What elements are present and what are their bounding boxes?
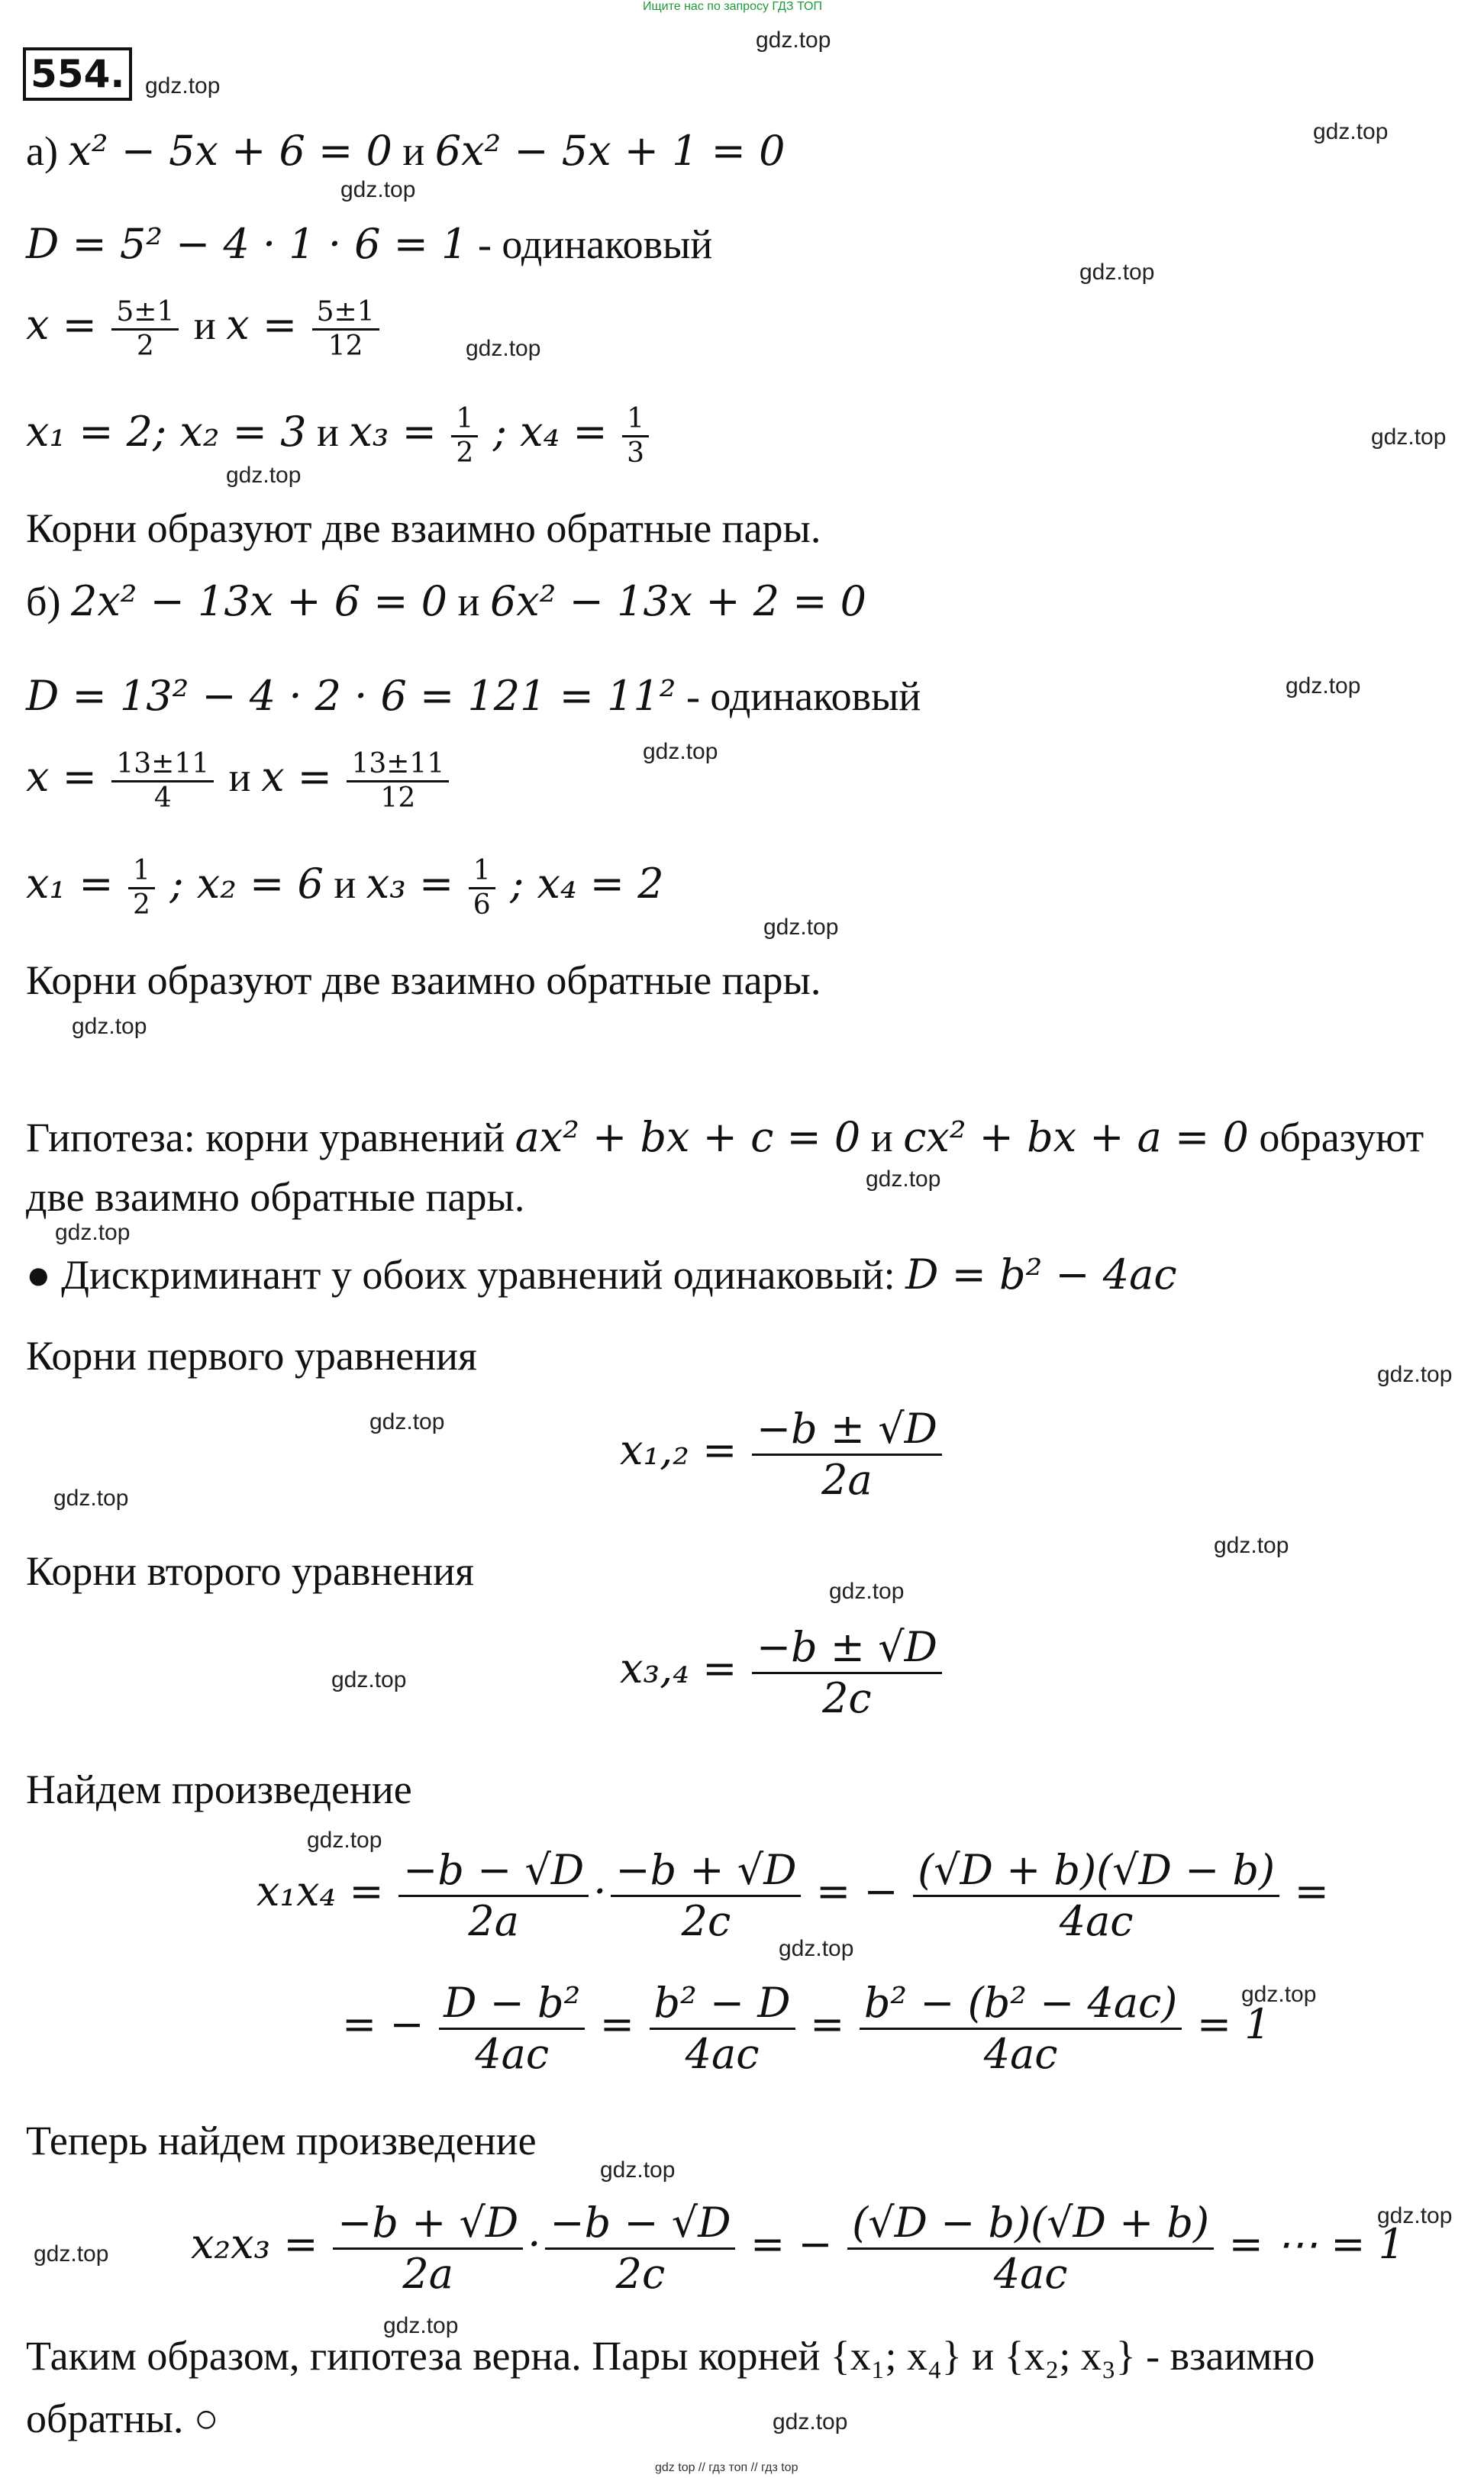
product1-line-1: x₁x₄ = $\frac{-b - √D}{2a}$ · $\frac{-b + √D}{2c}$ = − $\frac{(√D + b)(√D - b)}{4ac}$ = xyxy=(256,1846,1329,1945)
watermark: gdz.top xyxy=(55,1220,131,1245)
watermark: gdz.top xyxy=(866,1166,941,1192)
fraction: $\frac{\text{b² − (b² − 4ac)}}{4ac}$ xyxy=(860,1979,1182,2079)
fraction: $\frac{1}{2}$ xyxy=(451,403,478,469)
watermark: gdz.top xyxy=(756,27,831,53)
watermark: gdz.top xyxy=(72,1014,147,1039)
product2-line: x₂x₃ = $\frac{-b + √D}{2a}$ · $\frac{-b - √D}{2c}$ = − $\frac{(√D - b)(√D + b)}{4ac}$ = ⋯ = 1 xyxy=(191,2199,1405,2298)
fraction: $\frac{-b + √D}{2a}$ xyxy=(333,2199,523,2299)
watermark: gdz.top xyxy=(1313,119,1389,144)
watermark: gdz.top xyxy=(1214,1533,1289,1558)
watermark: gdz.top xyxy=(1371,424,1447,450)
discriminant-bullet: ● Дискриминант у обоих уравнений одинаковый: D = b² − 4ac xyxy=(26,1250,1177,1299)
watermark: gdz.top xyxy=(763,915,839,940)
watermark: gdz.top xyxy=(53,1486,129,1511)
fraction: $\frac{\text{b² − D}}{4ac}$ xyxy=(650,1979,795,2079)
watermark: gdz.top xyxy=(331,1667,407,1692)
watermark: gdz.top xyxy=(1377,2203,1453,2228)
watermark: gdz.top xyxy=(779,1936,854,1961)
watermark: gdz.top xyxy=(34,2241,109,2267)
fraction: $\frac{\text{D − b²}}{4ac}$ xyxy=(439,1979,585,2079)
final-line-2: обратны. ○ xyxy=(26,2396,219,2441)
watermark: gdz.top xyxy=(226,463,302,488)
footer-note: gdz top // гдз топ // гдз top xyxy=(655,2461,798,2474)
fraction: $\frac{-b - √D}{2a}$ xyxy=(398,1846,589,1946)
final-line-1: Таким образом, гипотеза верна. Пары корней {x₁; x₄} и {x₂; x₃} - взаимно xyxy=(26,2333,1315,2379)
watermark: gdz.top xyxy=(383,2313,459,2338)
part-a-discriminant: D = 5² − 4 · 1 · 6 = 1 - одинаковый xyxy=(26,220,713,268)
watermark: gdz.top xyxy=(1241,1982,1317,2007)
hypothesis-line-1: Гипотеза: корни уравнений ax² + bx + c = 0 и cx² + bx + a = 0 образуют xyxy=(26,1113,1424,1161)
roots-first-label: Корни первого уравнения xyxy=(26,1333,477,1379)
product2-label: Теперь найдем произведение xyxy=(26,2118,537,2163)
watermark: gdz.top xyxy=(829,1579,905,1604)
part-b-root-formulas: x = $\frac{13\pm 11}{4}$ и x = $\frac{13\pm 11}{12}$ xyxy=(26,748,453,815)
watermark: gdz.top xyxy=(466,336,541,361)
watermark: gdz.top xyxy=(643,739,718,764)
part-a-conclusion: Корни образуют две взаимно обратные пары. xyxy=(26,505,821,551)
fraction: $\frac{1}{3}$ xyxy=(622,403,649,469)
watermark: gdz.top xyxy=(773,2409,848,2434)
fraction: $\frac{1}{2}$ xyxy=(128,855,155,921)
part-b-roots: x₁ = $\frac{1}{2}$ ; x₂ = 6 и x₃ = $\frac{1}{6}$ ; x₄ = 2 xyxy=(26,855,664,921)
product1-line-2: = − $\frac{\text{D − b²}}{4ac}$ = $\frac{\text{b² − D}}{4ac}$ = $\frac{\text{b² − (b² − 4ac)}}{4ac}$ = 1 xyxy=(342,1979,1271,2078)
watermark: gdz.top xyxy=(340,177,416,202)
fraction: $\frac{5\pm 1}{12}$ xyxy=(312,296,379,363)
watermark: gdz.top xyxy=(1079,260,1155,285)
problem-number: 554. xyxy=(23,47,132,101)
fraction: $\frac{-b + √D}{2c}$ xyxy=(611,1846,801,1946)
part-a-roots: x₁ = 2; x₂ = 3 и x₃ = $\frac{1}{2}$ ; x₄ = $\frac{1}{3}$ xyxy=(26,403,653,469)
hypothesis-line-2: две взаимно обратные пары. xyxy=(26,1174,525,1220)
fraction: $\frac{13\pm 11}{4}$ xyxy=(111,748,214,815)
watermark: gdz.top xyxy=(1377,1362,1453,1387)
watermark: gdz.top xyxy=(145,73,221,98)
fraction: $\frac{-b \pm √D}{2c}$ xyxy=(752,1623,942,1723)
fraction: $\frac{13\pm 11}{12}$ xyxy=(347,748,449,815)
fraction: $\frac{(√D + b)(√D - b)}{4ac}$ xyxy=(913,1846,1279,1946)
watermark: gdz.top xyxy=(600,2157,676,2183)
watermark: gdz.top xyxy=(307,1828,382,1853)
roots-second-label: Корни второго уравнения xyxy=(26,1548,474,1594)
part-a-equations: а) x² − 5x + 6 = 0 и 6x² − 5x + 1 = 0 xyxy=(26,127,786,175)
fraction: $\frac{-b - √D}{2c}$ xyxy=(545,2199,735,2299)
fraction: $\frac{5\pm 1}{2}$ xyxy=(111,296,179,363)
part-b-conclusion: Корни образуют две взаимно обратные пары. xyxy=(26,957,821,1003)
part-b-equations: б) 2x² − 13x + 6 = 0 и 6x² − 13x + 2 = 0 xyxy=(26,577,867,625)
watermark: gdz.top xyxy=(1286,673,1361,699)
roots-second-formula: x₃,₄ = $\frac{-b \pm √D}{2c}$ xyxy=(620,1623,947,1723)
fraction: $\frac{1}{6}$ xyxy=(469,855,495,921)
product1-label: Найдем произведение xyxy=(26,1767,412,1812)
header-note: Ищите нас по запросу ГДЗ ТОП xyxy=(643,0,822,13)
fraction: $\frac{-b \pm √D}{2a}$ xyxy=(752,1405,942,1505)
part-b-discriminant: D = 13² − 4 · 2 · 6 = 121 = 11² - одинаковый xyxy=(26,672,921,720)
fraction: $\frac{(√D - b)(√D + b)}{4ac}$ xyxy=(847,2199,1214,2299)
roots-first-formula: x₁,₂ = $\frac{-b \pm √D}{2a}$ xyxy=(620,1405,947,1505)
part-a-root-formulas: x = $\frac{5\pm 1}{2}$ и x = $\frac{5\pm 1}{12}$ xyxy=(26,296,384,363)
watermark: gdz.top xyxy=(369,1409,445,1434)
